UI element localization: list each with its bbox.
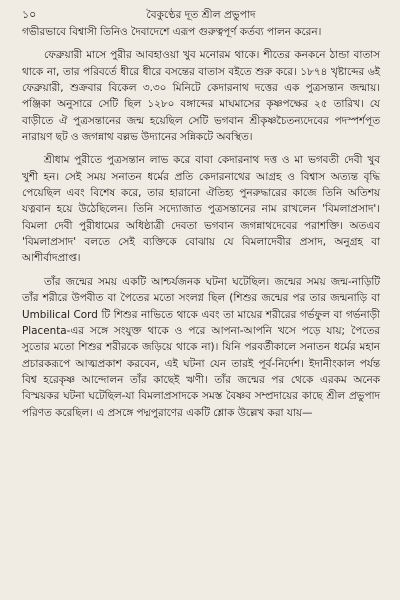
paragraph-umbilical-event: তাঁর জন্মের সময় একটি আশ্চর্যজনক ঘটনা ঘটেছিল। জন্মের সময় জন্ম-নাড়িটি তাঁর শরীরে উপবীত বা পৈতের মতো সংলগ্ন ছিল (শিশুর জন্মের পর তার জন্মনাড়ি বা Umbilical Cord টি শিশুর নাভিতে থাকে এবং তা মায়ের শরীরের গর্ভফুল বা গর্ভনাড়ী Placenta-এর সঙ্গে সংযুক্ত থাকে ও পরে আপনা-আপনি খসে পড়ে যায়; পৈতের সুতোর মতো শিশুর শরীরকে জড়িয়ে থাকে না)। যিনি পরবর্তীকালে সনাতন ধর্মের মহান প্রচারকরূপে আত্মপ্রকাশ করবেন, এই ঘটনা যেন তারই পূর্ব-নির্দেশ। ইদানীংকাল পর্যন্ত বিশ্ব হরেকৃষ্ণ আন্দোলন তাঁর কাছেই ঋণী। তাঁর জন্মের পর থেকে এরকম অনেক বিস্ময়কর ঘটনা ঘটেছিল-যা বিমলাপ্রসাদকে সমস্ত বৈষ্ণব সম্প্রদায়ের কাছে শ্রীল প্রভুপাদ পরিণত করেছিল। এ প্রসঙ্গে পদ্মপুরাণের একটি শ্লোক উল্লেখ করা যায়— xyxy=(22,275,380,419)
page-number: ১০ xyxy=(22,8,37,21)
paragraph-birth-details: ফেব্রুয়ারী মাসে পুরীর আবহাওয়া খুব মনোরম থাকে। শীতের কনকনে ঠান্ডা বাতাস থাকে না, তার পরিবর্তে ধীরে ধীরে বসন্তের বাতাস বইতে শুরু করে। ১৮৭৪ খৃষ্টাব্দের ৬ই ফেব্রুয়ারী, শুক্রবার বিকেল ৩.৩০ মিনিটে কেদারনাথ দত্তের এক পুত্রসন্তান জন্মায়। পঞ্জিকা অনুসারে সেটি ছিল ১২৮০ বঙ্গাব্দের মাঘমাসের কৃষ্ণপক্ষের ২৫ তারিখ। যে বাড়ীতে ঐ পুত্রসন্তানের জন্ম হয়েছিল সেটি ভগবান শ্রীকৃষ্ণচৈতন্যদেবের পদস্পর্শপূত নারায়ণ ছট ও জগন্নাথ বল্লভ উদ্যানের সন্নিকটে অবস্থিত। xyxy=(22,49,380,144)
paragraph-naming: শ্রীধাম পুরীতে পুত্রসন্তান লাভ করে বাবা কেদারনাথ দত্ত ও মা ভগবতী দেবী খুব খুশী হন। সেই সময় সনাতন ধর্মের প্রতি কেদারনাথের আগ্রহ ও বিশ্বাস অত্যন্ত বৃদ্ধি পেয়েছিল এবং বিশেষ করে, তার হারানো ঐতিহ্য পুনরুদ্ধারের কাজে তিনি অতিশয় যত্নবান হয়ে উঠেছিলেন। তিনি সদ্যোজাত পুত্রসন্তানের নাম রাখলেন 'বিমলাপ্রসাদ'। বিমলা দেবী পুরীধামের অধিষ্ঠাত্রী দেবতা ভগবান জগন্নাথদেবের পরাশক্তি। অতএব 'বিমলাপ্রসাদ' বলতে সেই ব্যক্তিকে বোঝায় যে বিমলাদেবীর প্রসাদ, অনুগ্রহ বা আশীর্বাদপ্রাপ্ত। xyxy=(22,154,380,265)
paragraph-continuation: গভীরভাবে বিশ্বাসী তিনিও দৈবাদেশে এরূপ গুরুত্বপূর্ণ কর্তব্য পালন করেন। xyxy=(22,26,322,38)
running-title: বৈকুণ্ঠের দূত শ্রীল প্রভুপাদ xyxy=(146,9,256,21)
page-header xyxy=(22,6,380,24)
